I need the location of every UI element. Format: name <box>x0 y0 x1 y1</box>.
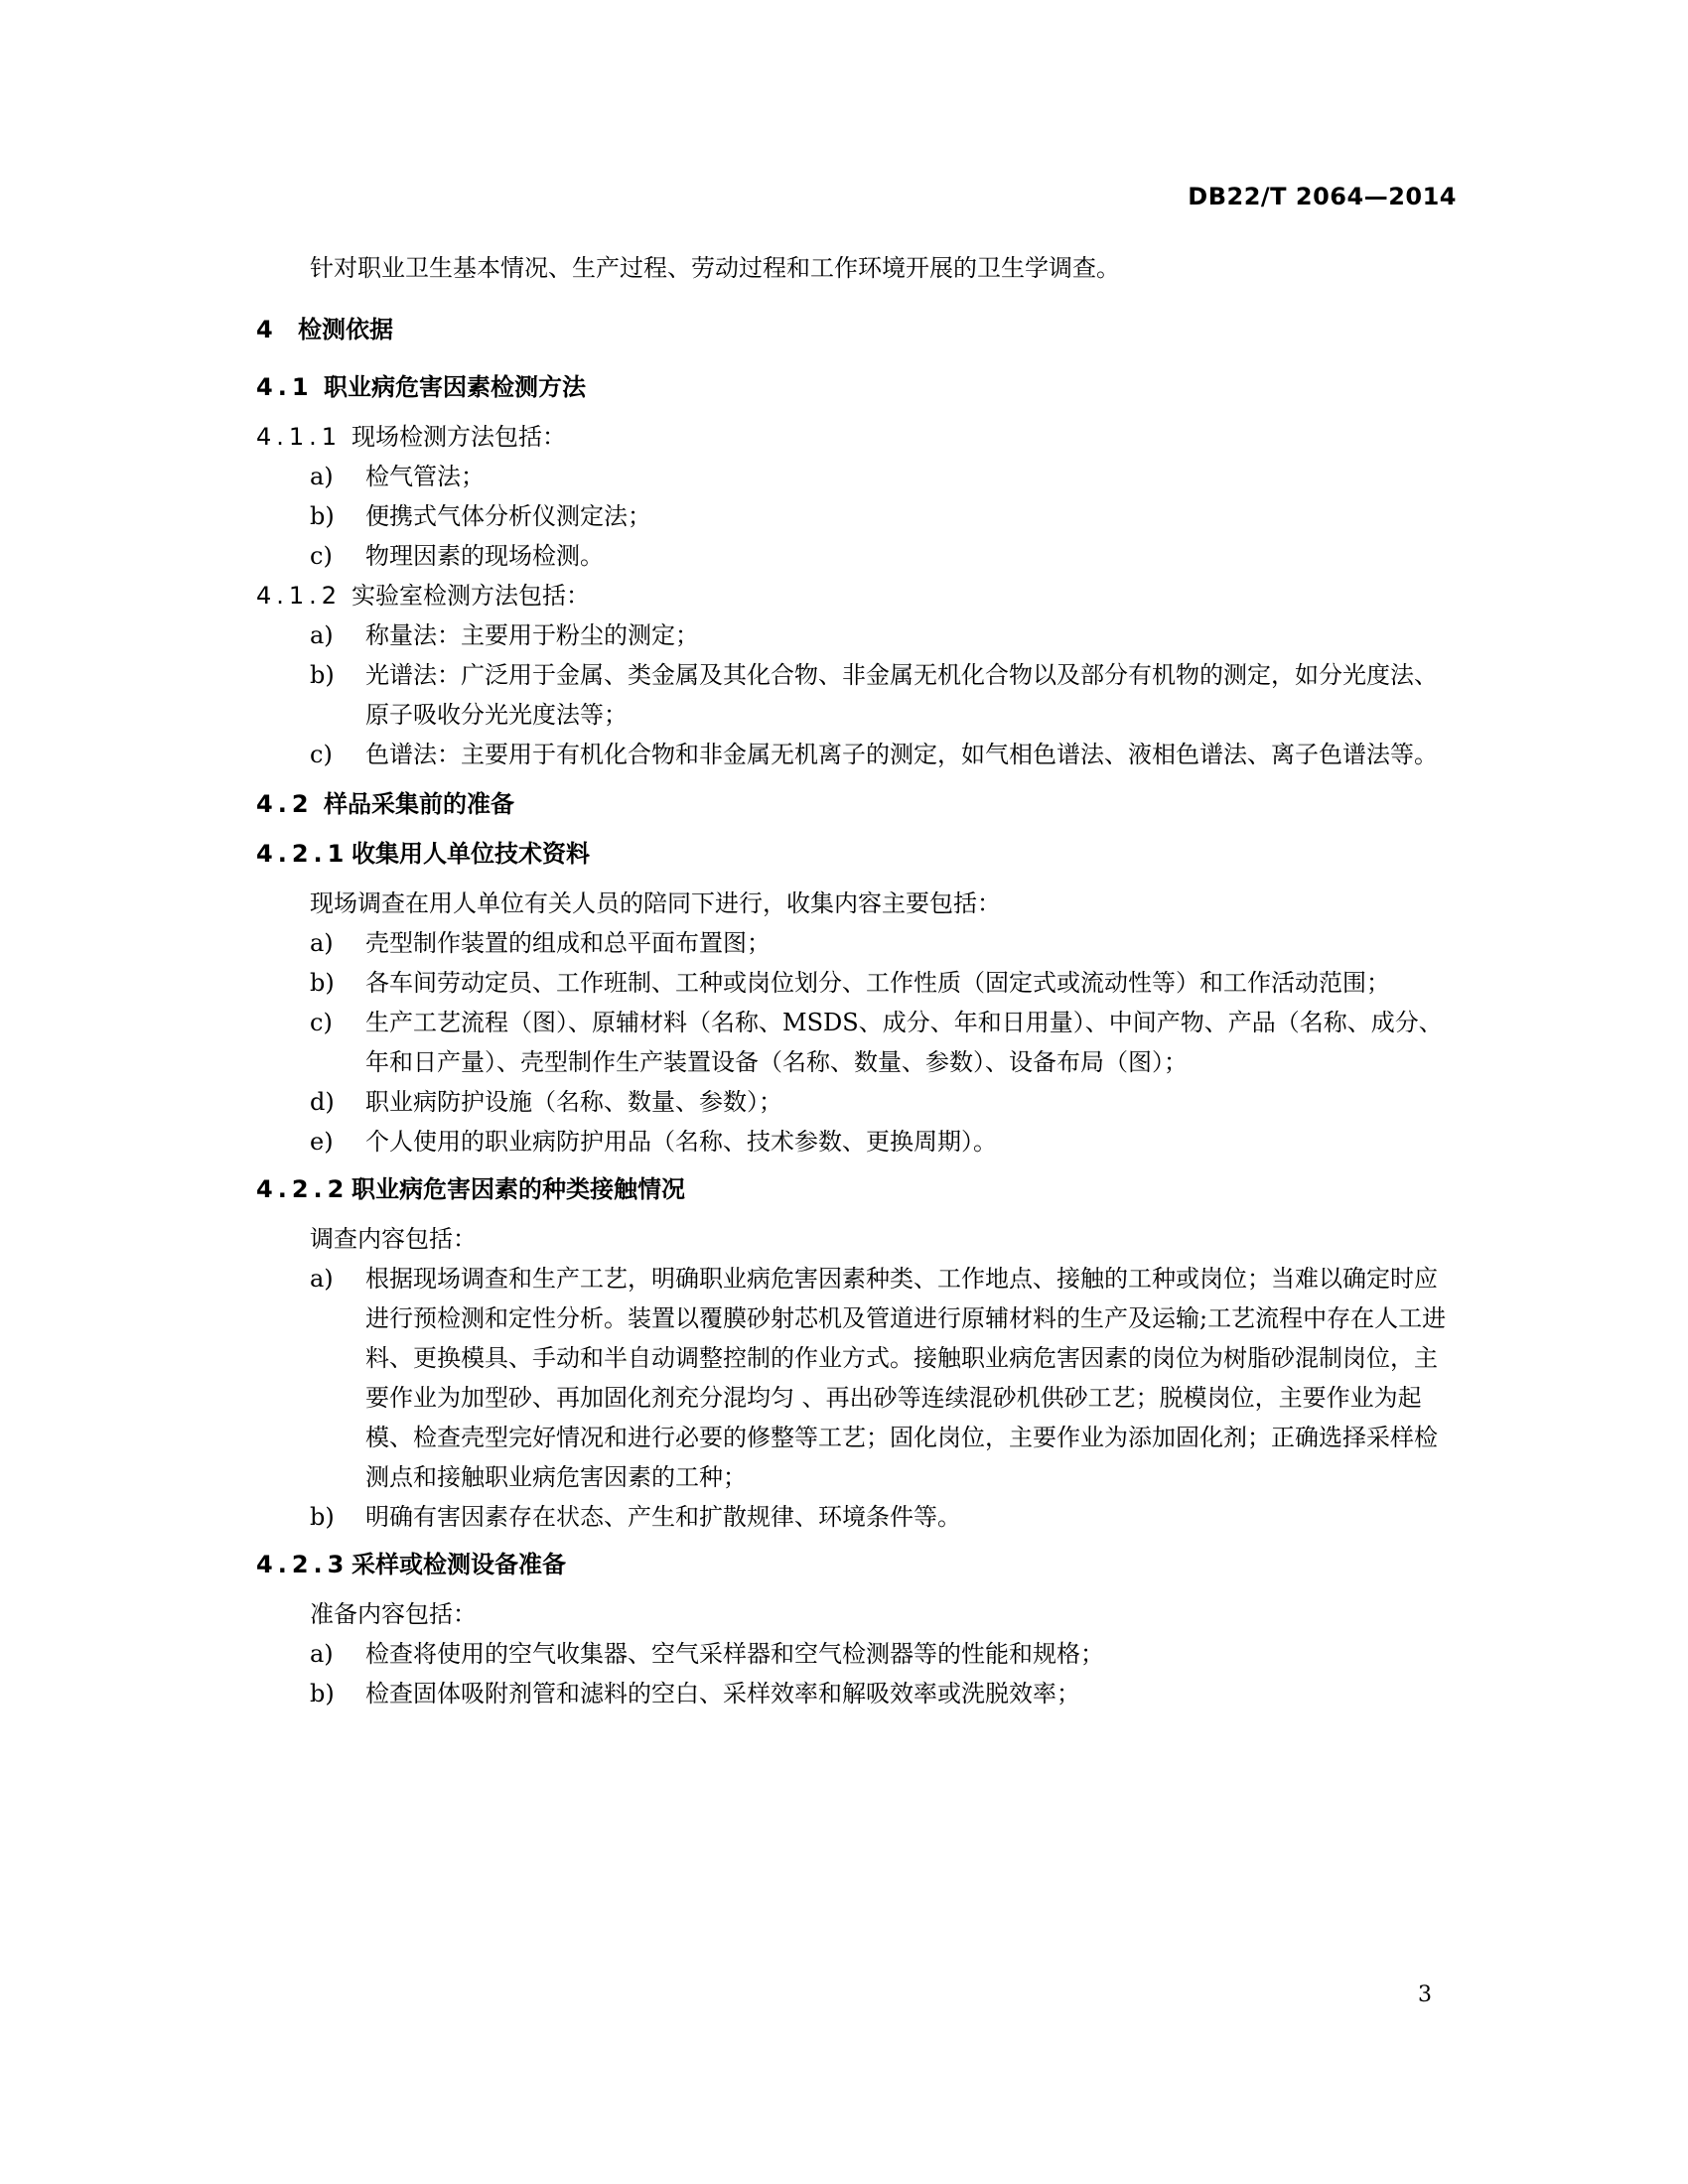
list-item <box>256 1082 1460 1122</box>
section-4-1-2-heading <box>256 576 1460 615</box>
list-marker: d) <box>310 1088 335 1116</box>
intro-paragraph: 针对职业卫生基本情况、生产过程、劳动过程和工作环境开展的卫生学调查。 <box>310 254 1120 282</box>
list-item <box>256 1122 1460 1161</box>
section-title: 职业病危害因素检测方法 <box>324 373 586 401</box>
list-item-text: 根据现场调查和生产工艺，明确职业病危害因素种类、工作地点、接触的工种或岗位；当难以确定时应进行预检测和定性分析。装置以覆膜砂射芯机及管道进行原辅材料的生产及运输;工艺流程中存在人工进料、更换模具、手动和半自动调整控制的作业方式。接触职业病危害因素的岗位为树脂砂混制岗位，主要作业为加型砂、再加固化剂充分混均匀 、再出砂等连续混砂机供砂工艺；脱模岗位，主要作业为起模、检查壳型完好情况和进行必要的修整等工艺；固化岗位，主要作业为添加固化剂；正确选择采样检测点和接触职业病危害因素的工种； <box>365 1265 1447 1491</box>
list-item <box>256 1497 1460 1537</box>
list-item <box>256 536 1460 576</box>
list-item <box>256 457 1460 496</box>
section-title: 检测依据 <box>298 316 393 343</box>
section-title: 样品采集前的准备 <box>324 790 514 818</box>
document-body <box>256 248 1460 1713</box>
section-4-1-1-heading <box>256 417 1460 457</box>
section-title: 现场检测方法包括： <box>352 423 566 451</box>
lead-paragraph: 现场调查在用人单位有关人员的陪同下进行，收集内容主要包括： <box>310 889 1001 917</box>
list-marker: c) <box>310 741 333 768</box>
list-item-text: 生产工艺流程（图）、原辅材料（名称、MSDS、成分、年和日用量）、中间产物、产品（名称、成分、年和日产量）、壳型制作生产装置设备（名称、数量、参数）、设备布局（图）； <box>365 1009 1443 1076</box>
document-code: DB22/T 2064—2014 <box>1188 183 1457 210</box>
list-marker: a) <box>310 929 334 957</box>
section-4-2-heading <box>256 784 1460 824</box>
list-marker: c) <box>310 542 333 570</box>
page-number: 3 <box>1418 1982 1432 2007</box>
list-item <box>256 1259 1460 1497</box>
list-item <box>256 496 1460 536</box>
section-title: 实验室检测方法包括： <box>352 582 590 610</box>
section-number: 4.1.2 <box>256 582 343 610</box>
list-marker: b) <box>310 1503 335 1531</box>
list-item <box>256 1674 1460 1713</box>
list-item-text: 色谱法：主要用于有机化合物和非金属无机离子的测定，如气相色谱法、液相色谱法、离子色谱法等。 <box>365 741 1438 768</box>
section-number: 4.2.2 <box>256 1175 350 1203</box>
list-item <box>256 735 1460 774</box>
list-item <box>256 1003 1460 1082</box>
section-number: 4 <box>256 316 278 343</box>
list-marker: c) <box>310 1009 333 1036</box>
section-number: 4.2 <box>256 790 314 818</box>
section-4-heading <box>256 310 1460 349</box>
list-item-text: 检查将使用的空气收集器、空气采样器和空气检测器等的性能和规格； <box>365 1640 1104 1668</box>
list-item-text: 称量法：主要用于粉尘的测定； <box>365 621 699 649</box>
list-item-text: 检查固体吸附剂管和滤料的空白、采样效率和解吸效率或洗脱效率； <box>365 1680 1080 1707</box>
list-marker: b) <box>310 1680 335 1707</box>
list-marker: b) <box>310 969 335 997</box>
section-4-2-1-heading <box>256 834 1460 874</box>
section-title: 职业病危害因素的种类接触情况 <box>352 1175 685 1203</box>
list-marker: a) <box>310 463 334 490</box>
section-title: 采样或检测设备准备 <box>352 1551 566 1578</box>
list-marker: e) <box>310 1128 334 1156</box>
list-item <box>256 923 1460 963</box>
section-number: 4.1 <box>256 373 314 401</box>
list-item <box>256 963 1460 1003</box>
section-number: 4.2.3 <box>256 1551 350 1578</box>
list-item-text: 职业病防护设施（名称、数量、参数）； <box>365 1088 782 1116</box>
list-item <box>256 1634 1460 1674</box>
list-item-text: 个人使用的职业病防护用品（名称、技术参数、更换周期）。 <box>365 1128 997 1156</box>
lead-paragraph: 调查内容包括： <box>310 1225 477 1253</box>
list-marker: b) <box>310 661 335 689</box>
list-item-text: 检气管法； <box>365 463 485 490</box>
list-item <box>256 655 1460 735</box>
list-marker: a) <box>310 621 334 649</box>
section-title: 收集用人单位技术资料 <box>352 840 590 868</box>
list-item <box>256 615 1460 655</box>
list-marker: a) <box>310 1265 334 1293</box>
section-number: 4.2.1 <box>256 840 350 868</box>
list-item-text: 各车间劳动定员、工作班制、工种或岗位划分、工作性质（固定式或流动性等）和工作活动范围； <box>365 969 1390 997</box>
lead-paragraph: 准备内容包括： <box>310 1600 477 1628</box>
list-item-text: 明确有害因素存在状态、产生和扩散规律、环境条件等。 <box>365 1503 961 1531</box>
list-item-text: 便携式气体分析仪测定法； <box>365 502 651 530</box>
list-item-text: 光谱法：广泛用于金属、类金属及其化合物、非金属无机化合物以及部分有机物的测定，如分光度法、原子吸收分光光度法等； <box>365 661 1438 729</box>
section-number: 4.1.1 <box>256 423 343 451</box>
list-marker: b) <box>310 502 335 530</box>
section-4-2-2-heading <box>256 1169 1460 1209</box>
list-marker: a) <box>310 1640 334 1668</box>
section-4-2-3-heading <box>256 1545 1460 1584</box>
list-item-text: 物理因素的现场检测。 <box>365 542 604 570</box>
list-item-text: 壳型制作装置的组成和总平面布置图； <box>365 929 771 957</box>
section-4-1-heading <box>256 367 1460 407</box>
